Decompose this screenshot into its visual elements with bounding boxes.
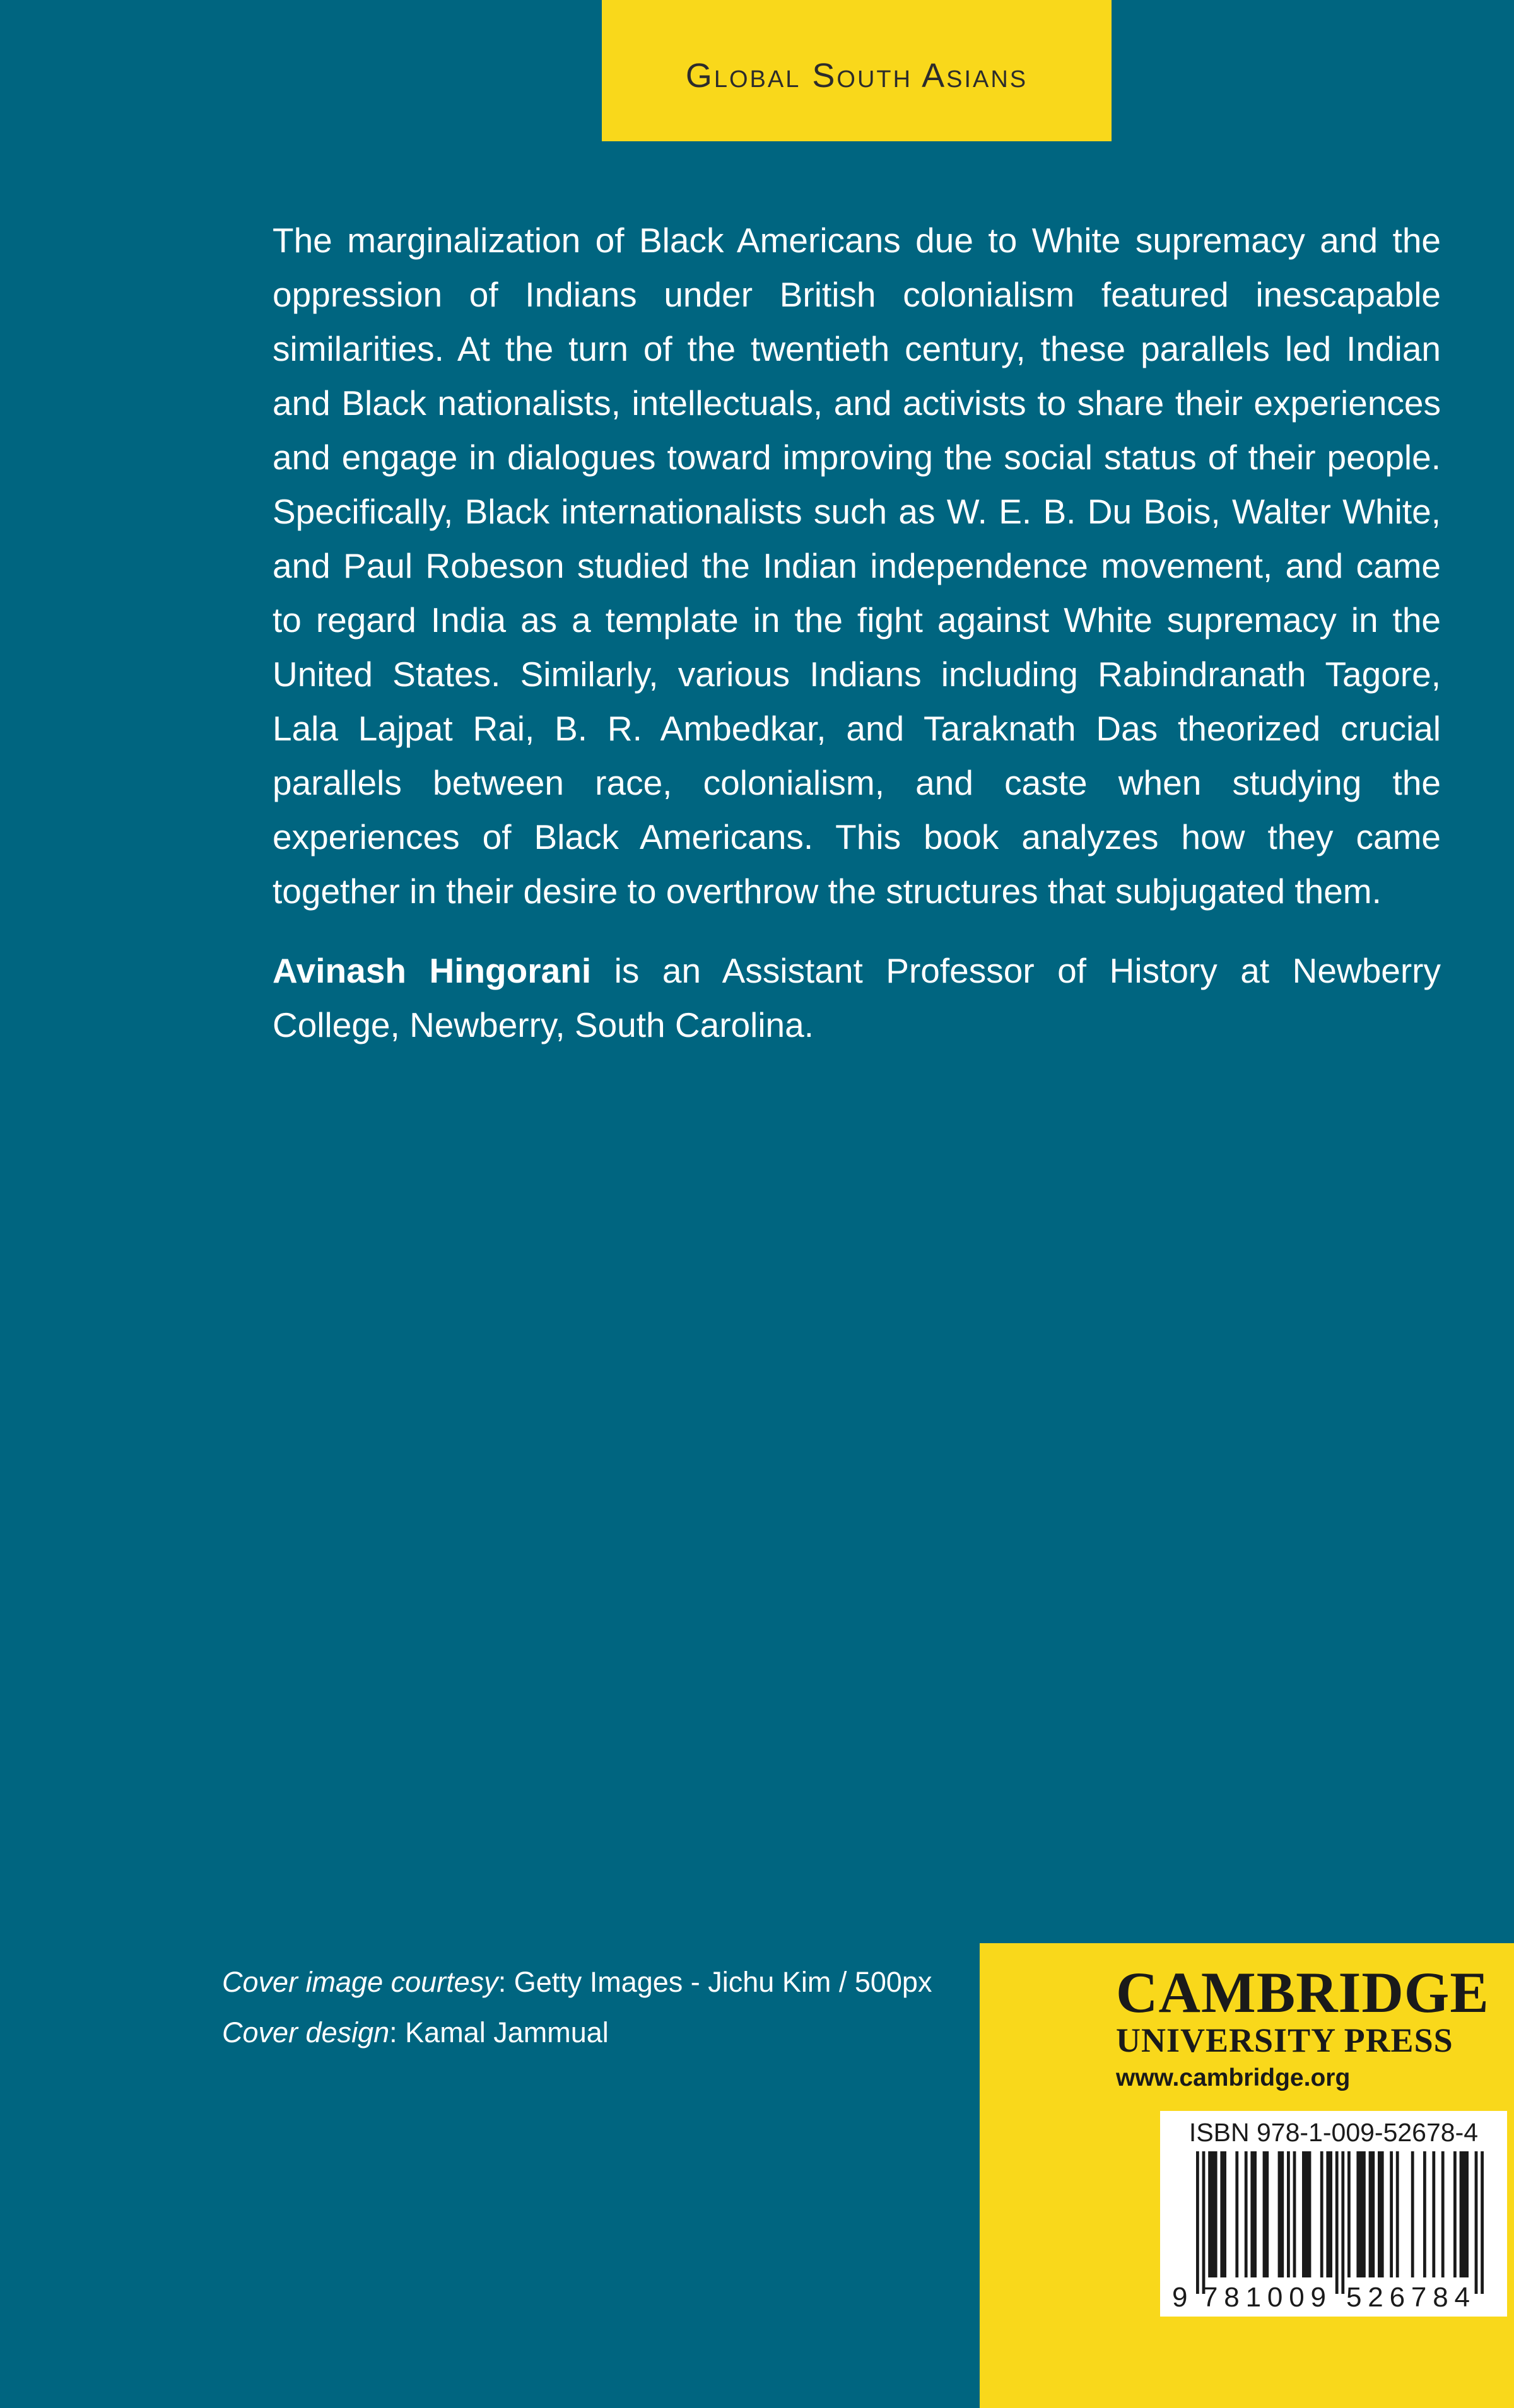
barcode-bar [1475, 2151, 1478, 2294]
barcode-bar [1335, 2151, 1339, 2294]
barcode-bar [1263, 2151, 1269, 2277]
barcode-digits-left: 781009 [1202, 2282, 1326, 2312]
cover-image-value: : Getty Images - Jichu Kim / 500px [498, 1966, 932, 1998]
barcode-bar [1411, 2151, 1414, 2277]
barcode-bar [1287, 2151, 1290, 2277]
barcode-bar [1341, 2151, 1344, 2294]
cover-design-value: : Kamal Jammual [389, 2016, 609, 2049]
isbn-label: ISBN 978-1-009-52678-4 [1188, 2118, 1479, 2147]
barcode-bar [1356, 2151, 1365, 2277]
barcode-bar [1423, 2151, 1426, 2277]
author-bio [273, 944, 1441, 1052]
barcode-bar [1326, 2151, 1332, 2277]
barcode-bar [1235, 2151, 1238, 2277]
barcode-bar [1293, 2151, 1296, 2277]
barcode-bar [1347, 2151, 1351, 2277]
barcode-bar [1220, 2151, 1226, 2277]
barcode-bar [1202, 2151, 1206, 2294]
barcode-bar [1278, 2151, 1284, 2277]
barcode-bar [1208, 2151, 1217, 2277]
barcode-bar [1320, 2151, 1323, 2277]
barcode-digit-lead: 9 [1172, 2282, 1188, 2312]
cover-credits [222, 1957, 932, 2058]
barcode-bar [1302, 2151, 1311, 2277]
barcode-bar [1196, 2151, 1199, 2294]
author-bio-text: is an Assistant Professor of History at Newberry College, Newberry, South Carolina. [273, 951, 1441, 1044]
barcode-bar [1481, 2151, 1484, 2294]
cover-design-credit [222, 2008, 932, 2058]
barcode-bar [1432, 2151, 1435, 2277]
publisher-url: www.cambridge.org [1116, 2064, 1351, 2091]
series-title: Global South Asians [685, 57, 1028, 95]
barcode-box [1160, 2111, 1507, 2317]
barcode-graphic [1171, 2151, 1496, 2312]
barcode-bar [1441, 2151, 1445, 2277]
barcode-bars [1196, 2151, 1484, 2294]
publisher-name: CAMBRIDGE [1116, 1960, 1489, 2025]
barcode-bar [1460, 2151, 1469, 2277]
author-name: Avinash Hingorani [273, 951, 592, 990]
series-banner [602, 0, 1112, 141]
blurb-paragraph: The marginalization of Black Americans due to White supremacy and the oppression of Indians under British colonialism featured inescapable similarities. At the turn of the twentieth century, these parallels led Indian and Black nationalists, intellectuals, and activists to share their experiences and engage in dialogues toward improving the social status of their people. Specifically, Black internationalists such as W. E. B. Du Bois, Walter White, and Paul Robeson studied the Indian independence movement, and came to regard India as a template in the fight against White supremacy in the United States. Similarly, various Indians including Rabindranath Tagore, Lala Lajpat Rai, B. R. Ambedkar, and Taraknath Das theorized crucial parallels between race, colonialism, and caste when studying the experiences of Black Americans. This book analyzes how they came together in their desire to overthrow the structures that subjugated them. [273, 221, 1441, 911]
barcode-bar [1250, 2151, 1257, 2277]
barcode-digits-right: 526784 [1346, 2282, 1470, 2312]
barcode-bar [1390, 2151, 1393, 2277]
back-cover-blurb [273, 213, 1441, 1052]
barcode-bar [1378, 2151, 1384, 2277]
barcode-bar [1369, 2151, 1375, 2277]
barcode-bar [1453, 2151, 1457, 2277]
cover-image-label: Cover image courtesy [222, 1966, 498, 1998]
publisher-panel [980, 1943, 1514, 2408]
barcode-bar [1245, 2151, 1248, 2277]
cover-image-credit [222, 1957, 932, 2008]
publisher-subtitle: UNIVERSITY PRESS [1116, 2021, 1453, 2059]
barcode-bar [1396, 2151, 1399, 2277]
cover-design-label: Cover design [222, 2016, 390, 2049]
